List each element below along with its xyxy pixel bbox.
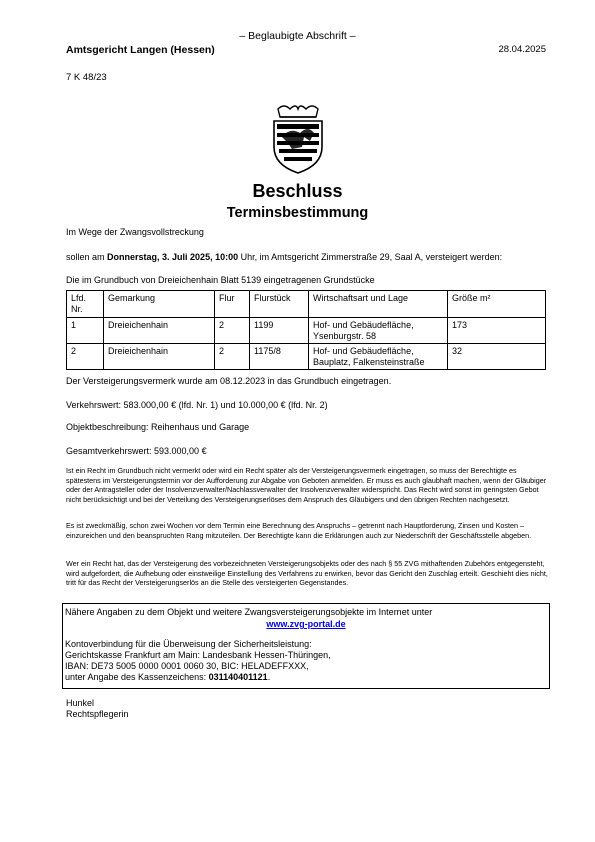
bank-details-iban: IBAN: DE73 5005 0000 0001 0060 30, BIC: HELADEFFXXX, — [65, 661, 309, 671]
column-header: Flur — [215, 291, 250, 318]
bank-details-reference: unter Angabe des Kassenzeichens: 031140401121. — [65, 672, 271, 682]
table-row — [67, 344, 546, 370]
zvg-portal-link[interactable]: www.zvg-portal.de — [266, 619, 346, 629]
auction-date-text: sollen am Donnerstag, 3. Juli 2025, 10:00 Uhr, im Amtsgericht Zimmerstraße 29, Saal A, versteigert werden: — [66, 252, 503, 262]
signer-role: Rechtspflegerin — [66, 709, 129, 719]
table-cell: 2 — [215, 344, 250, 370]
info-box — [62, 603, 550, 689]
column-header: Wirtschaftsart und Lage — [309, 291, 448, 318]
legal-notice-paragraph: Wer ein Recht hat, das der Versteigerung des vorbezeichneten Versteigerungsobjekts oder des nach § 55 ZVG mithaftenden Zubehörs entgegensteht, wird aufgefordert, die Aufhebung oder einstweilige Einstellung des Verfahrens zu erwirken, bevor das Gericht den Zuschlag erteilt. Geschieht dies nicht, tritt für das Recht der Versteigerungserlös an die Stelle des versteigerten Gegenstandes. — [66, 559, 548, 588]
column-header: Gemarkung — [104, 291, 215, 318]
table-cell: 2 — [67, 344, 104, 370]
table-cell: Hof- und Gebäudefläche, Ysenburgstr. 58 — [309, 318, 448, 344]
column-header: Größe m² — [448, 291, 546, 318]
table-cell: 2 — [215, 318, 250, 344]
legal-notice-paragraph: Ist ein Recht im Grundbuch nicht vermerkt oder wird ein Recht später als der Versteigerungsvermerk eingetragen, so muss der Berechtigte es spätestens im Versteigerungstermin vor der Aufforderung zur Abgabe von Geboten anmelden. Er muss es auch glaubhaft machen, wenn der Gläubiger oder der Antragsteller oder der Insolvenzverwalter/Nachlassverwalter der Insolvenzverwalter widerspricht. Das Recht wird sonst im geringsten Gebot nicht berücksichtigt und bei der Verteilung des Versteigerungserlöses dem Anspruch des Gläubigers und den übrigen Rechten nachgesetzt. — [66, 466, 547, 504]
bank-details — [65, 639, 545, 683]
document-subtitle: Terminsbestimmung — [226, 205, 369, 221]
column-header: Flurstück — [250, 291, 309, 318]
document-date: 28.04.2025 — [498, 44, 546, 55]
auction-date-time: Donnerstag, 3. Juli 2025, 10:00 — [107, 252, 239, 262]
table-header-row — [67, 291, 546, 318]
signature-block — [66, 698, 129, 720]
table-cell: 1175/8 — [250, 344, 309, 370]
signer-name: Hunkel — [66, 698, 95, 708]
table-cell: Dreieichenhain — [104, 344, 215, 370]
legal-notice-paragraph: Es ist zweckmäßig, schon zwei Wochen vor dem Termin eine Berechnung des Anspruchs – getrennt nach Hauptforderung, Zinsen und Kosten – einzureichen und den beanspruchten Rang mitzuteilen. Der Berechtigte kann die Erklärungen auch zur Niederschrift der Geschäftsstelle abgeben. — [66, 521, 532, 540]
info-box-text: Nähere Angaben zu dem Objekt und weitere Zwangsversteigerungsobjekte im Internet unter — [65, 607, 433, 617]
bank-details-bank: Gerichtskasse Frankfurt am Main: Landesbank Hessen-Thüringen, — [65, 650, 331, 660]
court-name: Amtsgericht Langen (Hessen) — [66, 44, 215, 56]
table-cell: Dreieichenhain — [104, 318, 215, 344]
bank-details-title: Kontoverbindung für die Überweisung der Sicherheitsleistung: — [65, 639, 312, 649]
case-number: 7 K 48/23 — [66, 72, 107, 83]
table-cell: 1 — [67, 318, 104, 344]
table-cell: 173 — [448, 318, 546, 344]
certified-copy-note: – Beglaubigte Abschrift – — [239, 30, 356, 42]
table-row — [67, 318, 546, 344]
table-cell: Hof- und Gebäudefläche, Bauplatz, Falkensteinstraße — [309, 344, 448, 370]
total-market-value-text: Gesamtverkehrswert: 593.000,00 € — [66, 446, 207, 456]
column-header: Lfd. Nr. — [67, 291, 104, 318]
property-table — [66, 290, 546, 370]
reference-number: 031140401121 — [208, 672, 268, 682]
auction-notice-text: Der Versteigerungsvermerk wurde am 08.12.2023 in das Grundbuch eingetragen. — [66, 376, 392, 386]
document-title: Beschluss — [252, 181, 343, 201]
market-value-text: Verkehrswert: 583.000,00 € (lfd. Nr. 1) und 10.000,00 € (lfd. Nr. 2) — [66, 400, 328, 410]
object-description-text: Objektbeschreibung: Reihenhaus und Garage — [66, 422, 250, 432]
land-register-text: Die im Grundbuch von Dreieichenhain Blatt 5139 eingetragenen Grundstücke — [66, 275, 375, 285]
table-cell: 32 — [448, 344, 546, 370]
intro-text: Im Wege der Zwangsvollstreckung — [66, 227, 204, 237]
table-cell: 1199 — [250, 318, 309, 344]
hessen-coat-of-arms-icon — [268, 103, 328, 175]
